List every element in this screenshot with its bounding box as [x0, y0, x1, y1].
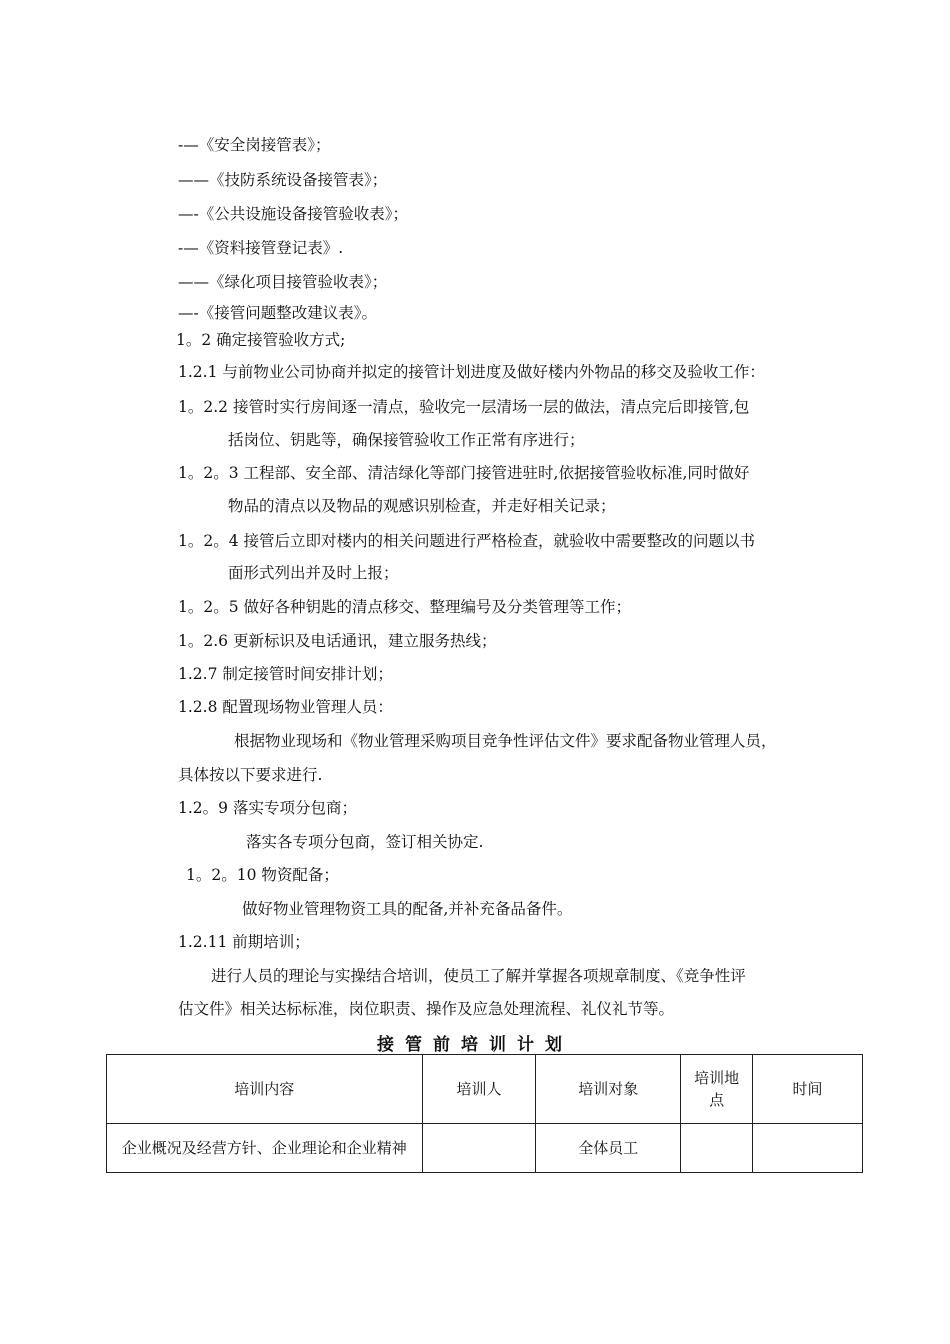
text-line: 1。2.6 更新标识及电话通讯，建立服务热线； — [178, 632, 497, 650]
text-line: 1。2。3 工程部、安全部、清洁绿化等部门接管进驻时,依据接管验收标准,同时做好 — [178, 464, 750, 482]
text-line: ——《绿化项目接管验收表》； — [178, 273, 388, 291]
text-line: 根据物业现场和《物业管理采购项目竞争性评估文件》要求配备物业管理人员， — [234, 732, 777, 750]
text-line: 做好物业管理物资工具的配备,并补充备品备件。 — [242, 900, 573, 918]
text-line: 1。2。4 接管后立即对楼内的相关问题进行严格检查，就验收中需要整改的问题以书 — [178, 532, 756, 550]
section-heading: 1。2 确定接管验收方式; — [176, 331, 346, 349]
text-line: 括岗位、钥匙等，确保接管验收工作正常有序进行； — [228, 431, 585, 449]
column-header: 培训内容 — [107, 1055, 423, 1124]
text-line: 估文件》相关达标标准，岗位职责、操作及应急处理流程、礼仪礼节等。 — [178, 1000, 675, 1018]
text-line: 1。2.2 接管时实行房间逐一清点，验收完一层清场一层的做法，清点完后即接管,包 — [178, 398, 750, 416]
table-cell: 企业概况及经营方针、企业理论和企业精神 — [107, 1124, 423, 1173]
text-line: 面形式列出并及时上报； — [228, 564, 399, 582]
text-line: —-《公共设施设备接管验收表》； — [178, 205, 408, 223]
text-line: 1.2.1 与前物业公司协商并拟定的接管计划进度及做好楼内外物品的移交及验收工作： — [178, 363, 765, 381]
table-cell — [422, 1124, 536, 1173]
text-line: 1。2。5 做好各种钥匙的清点移交、整理编号及分类管理等工作； — [178, 598, 632, 616]
column-header: 培训人 — [422, 1055, 536, 1124]
text-line: 具体按以下要求进行. — [178, 766, 323, 784]
text-line: 1.2.8 配置现场物业管理人员： — [178, 698, 393, 716]
column-header: 培训对象 — [536, 1055, 681, 1124]
table-cell: 全体员工 — [536, 1124, 681, 1173]
text-line: -—《安全岗接管表》； — [178, 136, 331, 154]
text-line: -—《资料接管登记表》. — [178, 239, 344, 257]
table-row — [107, 1124, 863, 1173]
text-line: 1.2。9 落实专项分包商； — [178, 799, 357, 817]
column-header: 时间 — [753, 1055, 863, 1124]
table-cell — [753, 1124, 863, 1173]
text-line: 落实各专项分包商，签订相关协定. — [246, 833, 484, 851]
text-line: 物品的清点以及物品的观感识别检查，并走好相关记录； — [228, 497, 616, 515]
text-line: 1。2。10 物资配备； — [186, 866, 339, 884]
text-line: 进行人员的理论与实操结合培训，使员工了解并掌握各项规章制度、《竞争性评 — [211, 967, 746, 985]
table-title: 接管前培训计划 — [377, 1035, 573, 1055]
table-cell — [681, 1124, 753, 1173]
column-header: 培训地点 — [681, 1055, 753, 1124]
text-line: —-《接管问题整改建议表》。 — [178, 304, 377, 322]
table-header-row — [107, 1055, 863, 1124]
text-line: ——《技防系统设备接管表》； — [178, 171, 388, 189]
text-line: 1.2.7 制定接管时间安排计划； — [178, 665, 393, 683]
text-line: 1.2.11 前期培训； — [178, 933, 310, 951]
training-plan-table — [106, 1054, 863, 1173]
